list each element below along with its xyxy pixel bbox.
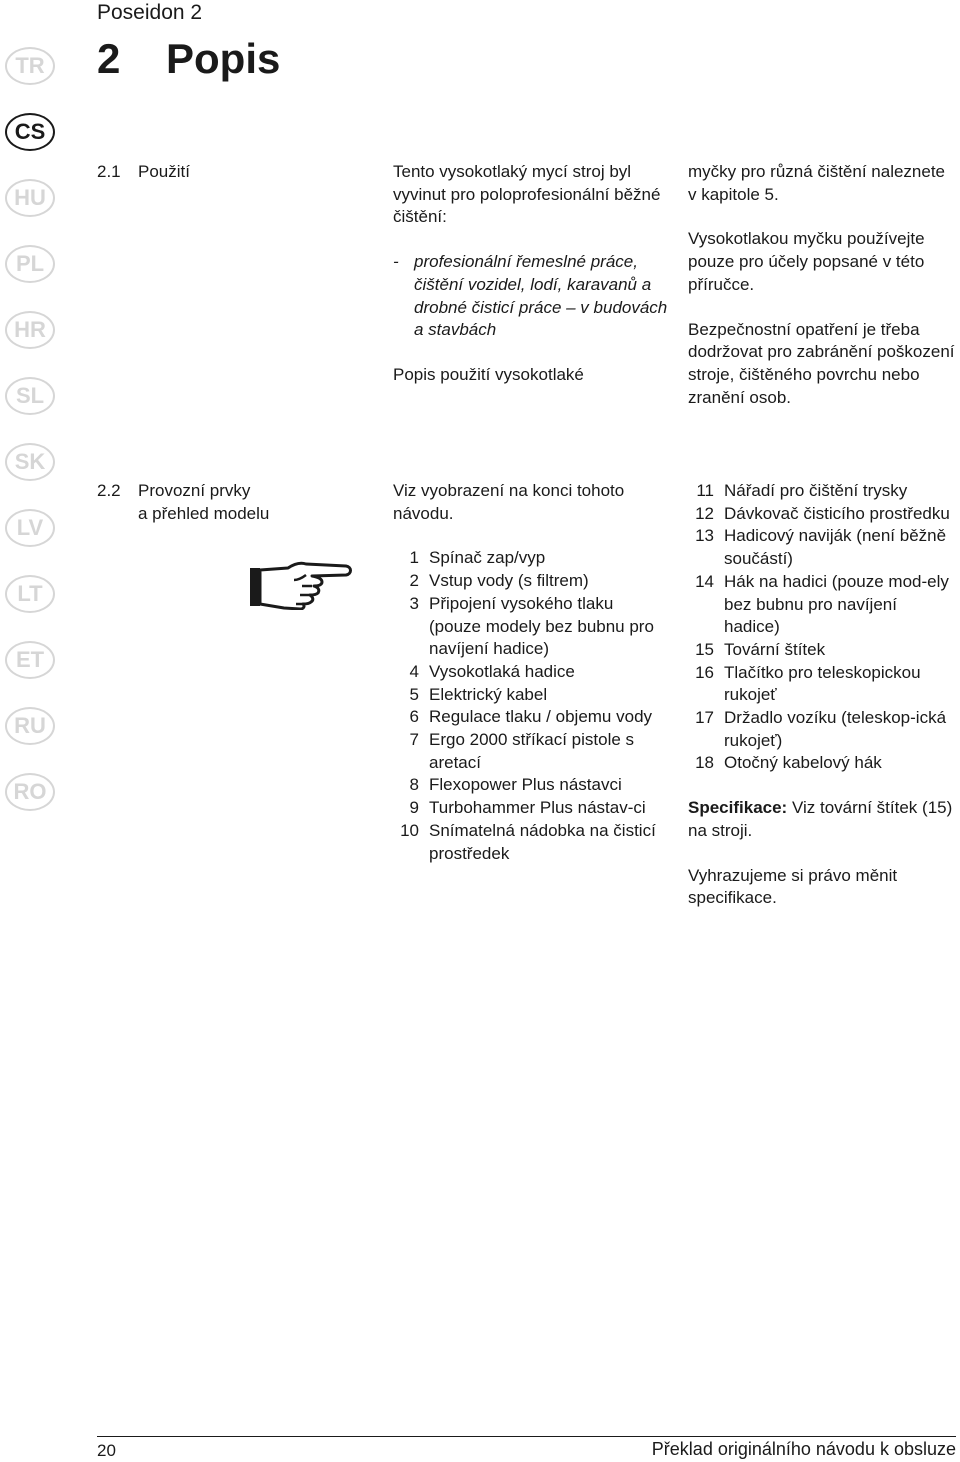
item-number: 11 [696, 481, 714, 500]
section-2-1-col2 [688, 161, 956, 431]
item-number: 9 [409, 798, 419, 818]
language-badge-tr: TR [5, 47, 55, 85]
item-text: Regulace tlaku / objemu vody [429, 707, 653, 727]
item-number: 4 [409, 661, 419, 681]
section-2-1-para-3: Bezpečnostní opatření je třeba dodržovat pro zabránění poškození stroje, čištěného povrchu nebo zranění osob. [688, 319, 955, 407]
language-badge-ro: RO [5, 773, 55, 811]
item-text: Dávkovač čisticího prostředku [724, 503, 950, 523]
list-item [393, 797, 668, 820]
item-number: 13 [695, 526, 714, 546]
section-2-1-intro: Tento vysokotlaký mycí stroj byl vyvinut pro poloprofesionální běžné čištění: [393, 162, 661, 227]
item-text: Vstup vody (s filtrem) [429, 571, 589, 591]
language-badge-hu: HU [5, 179, 55, 217]
section-2-1-para-2: Vysokotlakou myčku používejte pouze pro účely popsané v této příručce. [688, 229, 925, 294]
language-badge-cs: CS [5, 113, 55, 151]
reservation-note: Vyhrazujeme si právo měnit specifikace. [688, 865, 898, 908]
item-text: Vysokotlaká hadice [429, 661, 575, 681]
chapter-number: 2 [97, 35, 121, 82]
item-number: 15 [695, 639, 714, 659]
list-item [393, 774, 668, 797]
item-number: 17 [695, 708, 714, 728]
item-number: 5 [409, 684, 419, 704]
section-2-2-intro: Viz vyobrazení na konci tohoto návodu. [393, 481, 625, 523]
language-badge-lv: LV [5, 509, 55, 547]
page-number: 20 [97, 1441, 116, 1460]
bullet-dash: - [393, 252, 399, 272]
item-number: 1 [409, 548, 419, 568]
section-2-2-title-2: a přehled modelu [138, 504, 270, 523]
item-number: 2 [409, 571, 419, 591]
section-2-1-title: Použití [138, 162, 190, 181]
list-item [393, 706, 668, 729]
item-text: Tlačítko pro teleskopickou rukojeť [724, 662, 921, 705]
list-item [393, 729, 668, 774]
list-item [688, 752, 956, 775]
item-text: Snímatelná nádobka na čisticí prostředek [429, 820, 656, 863]
list-item [393, 570, 668, 593]
item-number: 6 [409, 707, 419, 727]
bullet-text: profesionální řemeslné práce, čištění vozidel, lodí, karavanů a drobné čisticí práce – v budovách a stavbách [414, 252, 668, 340]
list-item [688, 707, 956, 752]
item-text: Otočný kabelový hák [724, 753, 882, 773]
spec-label: Specifikace: [688, 798, 788, 818]
item-number: 12 [695, 503, 714, 523]
item-number: 18 [695, 753, 714, 773]
section-2-2-col2 [688, 480, 956, 932]
item-text: Připojení vysokého tlaku (pouze modely bez bubnu pro navíjení hadice) [429, 593, 654, 659]
language-badge-sl: SL [5, 377, 55, 415]
section-2-1-number: 2.1 [97, 162, 121, 181]
item-number: 10 [400, 820, 419, 840]
item-text: Ergo 2000 stříkací pistole s aretací [429, 730, 635, 772]
list-item [393, 593, 668, 661]
spec-text: Viz tovární štítek (15) na stroji. [688, 798, 953, 840]
language-badge-hr: HR [5, 311, 55, 349]
list-item [688, 639, 956, 662]
product-name: Poseidon 2 [97, 1, 203, 24]
list-item [393, 547, 668, 570]
list-item [688, 525, 956, 570]
list-item [393, 661, 668, 684]
item-number: 8 [409, 775, 419, 795]
section-2-1-para-cont: myčky pro různá čištění naleznete v kapitole 5. [688, 162, 946, 204]
item-text: Spínač zap/vyp [429, 548, 546, 568]
section-2-2-title-1: Provozní prvky [138, 481, 251, 500]
section-2-2-number: 2.2 [97, 481, 121, 500]
item-text: Elektrický kabel [429, 684, 548, 704]
language-badge-sk: SK [5, 443, 55, 481]
footer-divider [97, 1436, 956, 1437]
pointing-hand-icon [248, 558, 354, 610]
item-text: Nářadí pro čištění trysky [724, 481, 908, 500]
language-badge-pl: PL [5, 245, 55, 283]
item-text: Turbohammer Plus nástav-ci [429, 798, 646, 818]
parts-list-right [688, 480, 956, 775]
footer-text: Překlad originálního návodu k obsluze [651, 1439, 956, 1459]
parts-list-left [393, 547, 668, 865]
list-item [393, 684, 668, 707]
list-item [688, 571, 956, 639]
list-item [393, 820, 668, 865]
section-2-2-col1 [393, 480, 668, 865]
chapter-title: Popis [166, 35, 281, 82]
list-item [688, 503, 956, 526]
item-text: Hák na hadici (pouze mod-ely bez bubnu pro navíjení hadice) [724, 571, 949, 637]
list-item [688, 662, 956, 707]
item-text: Tovární štítek [724, 639, 826, 659]
section-2-1-bullet [393, 251, 668, 342]
list-item [688, 480, 956, 503]
item-number: 14 [695, 571, 714, 591]
item-number: 3 [409, 593, 419, 613]
item-text: Flexopower Plus nástavci [429, 775, 622, 795]
section-2-1-col1 [393, 161, 668, 409]
language-badge-et: ET [5, 641, 55, 679]
section-2-1-para-start: Popis použití vysokotlaké [393, 364, 584, 384]
language-badge-ru: RU [5, 707, 55, 745]
language-badge-lt: LT [5, 575, 55, 613]
item-text: Hadicový naviják (není běžně součástí) [724, 526, 947, 569]
specification-note [688, 797, 956, 842]
item-text: Držadlo vozíku (teleskop-ická rukojeť) [724, 708, 947, 750]
item-number: 16 [695, 662, 714, 682]
item-number: 7 [409, 730, 419, 750]
